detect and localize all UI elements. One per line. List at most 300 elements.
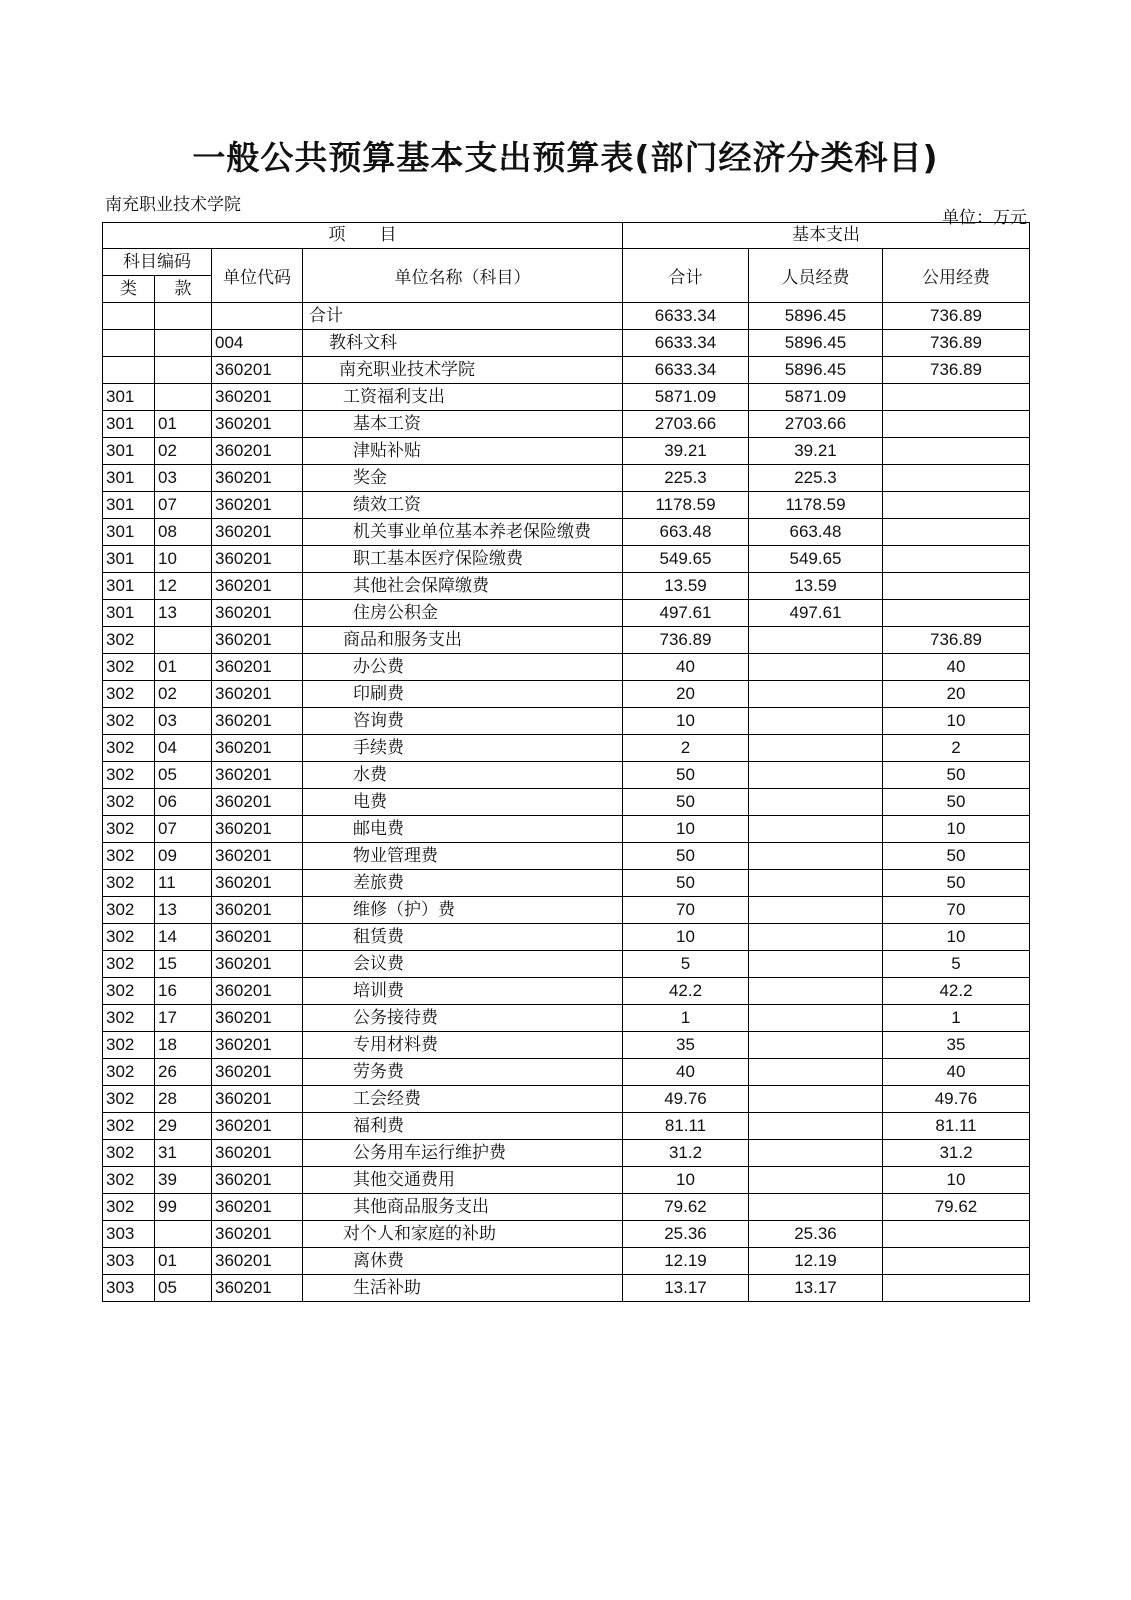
cell-unit-code: 360201 bbox=[212, 735, 303, 762]
cell-kuan: 08 bbox=[155, 519, 212, 546]
cell-unit-name: 合计 bbox=[303, 303, 623, 330]
cell-public: 736.89 bbox=[883, 627, 1030, 654]
cell-lei bbox=[103, 303, 155, 330]
cell-unit-code: 360201 bbox=[212, 1113, 303, 1140]
cell-kuan: 07 bbox=[155, 816, 212, 843]
cell-personnel bbox=[749, 924, 883, 951]
table-row bbox=[103, 951, 1030, 978]
cell-unit-code: 360201 bbox=[212, 843, 303, 870]
cell-public: 50 bbox=[883, 762, 1030, 789]
cell-lei: 302 bbox=[103, 1032, 155, 1059]
page-title: 一般公共预算基本支出预算表(部门经济分类科目) bbox=[192, 138, 939, 177]
cell-kuan: 29 bbox=[155, 1113, 212, 1140]
cell-personnel: 39.21 bbox=[749, 438, 883, 465]
cell-total: 2703.66 bbox=[623, 411, 749, 438]
cell-lei: 301 bbox=[103, 492, 155, 519]
cell-lei: 301 bbox=[103, 438, 155, 465]
table-row bbox=[103, 1059, 1030, 1086]
cell-unit-name: 住房公积金 bbox=[303, 600, 623, 627]
cell-public bbox=[883, 1275, 1030, 1302]
table-row bbox=[103, 816, 1030, 843]
table-row bbox=[103, 789, 1030, 816]
cell-personnel: 25.36 bbox=[749, 1221, 883, 1248]
cell-unit-name: 劳务费 bbox=[303, 1059, 623, 1086]
cell-personnel: 13.59 bbox=[749, 573, 883, 600]
table-row bbox=[103, 546, 1030, 573]
cell-public: 50 bbox=[883, 870, 1030, 897]
cell-total: 10 bbox=[623, 924, 749, 951]
cell-kuan: 01 bbox=[155, 411, 212, 438]
cell-total: 10 bbox=[623, 708, 749, 735]
table-body bbox=[103, 303, 1030, 1302]
cell-public bbox=[883, 1221, 1030, 1248]
cell-personnel: 2703.66 bbox=[749, 411, 883, 438]
cell-total: 5 bbox=[623, 951, 749, 978]
cell-unit-code: 360201 bbox=[212, 1005, 303, 1032]
cell-kuan: 14 bbox=[155, 924, 212, 951]
cell-kuan: 18 bbox=[155, 1032, 212, 1059]
table-row bbox=[103, 1032, 1030, 1059]
cell-unit-code: 360201 bbox=[212, 357, 303, 384]
cell-unit-code: 360201 bbox=[212, 519, 303, 546]
cell-public: 81.11 bbox=[883, 1113, 1030, 1140]
cell-kuan bbox=[155, 330, 212, 357]
cell-kuan: 07 bbox=[155, 492, 212, 519]
cell-lei: 302 bbox=[103, 708, 155, 735]
table-row bbox=[103, 384, 1030, 411]
cell-total: 13.59 bbox=[623, 573, 749, 600]
unit-label: 单位：万元 bbox=[942, 208, 1027, 228]
cell-lei: 302 bbox=[103, 627, 155, 654]
header-unit-name: 单位名称（科目） bbox=[303, 249, 623, 303]
cell-unit-code: 360201 bbox=[212, 654, 303, 681]
cell-lei: 302 bbox=[103, 897, 155, 924]
cell-unit-name: 教科文科 bbox=[303, 330, 623, 357]
cell-unit-code: 360201 bbox=[212, 1086, 303, 1113]
cell-kuan: 05 bbox=[155, 762, 212, 789]
table-row bbox=[103, 897, 1030, 924]
cell-kuan bbox=[155, 357, 212, 384]
cell-lei: 301 bbox=[103, 519, 155, 546]
cell-kuan: 13 bbox=[155, 897, 212, 924]
cell-unit-name: 物业管理费 bbox=[303, 843, 623, 870]
cell-unit-code: 360201 bbox=[212, 1167, 303, 1194]
cell-unit-name: 南充职业技术学院 bbox=[303, 357, 623, 384]
header-public: 公用经费 bbox=[883, 249, 1030, 303]
cell-unit-name: 咨询费 bbox=[303, 708, 623, 735]
cell-unit-code: 360201 bbox=[212, 1194, 303, 1221]
table-row bbox=[103, 708, 1030, 735]
cell-unit-name: 职工基本医疗保险缴费 bbox=[303, 546, 623, 573]
cell-kuan: 02 bbox=[155, 681, 212, 708]
cell-lei: 302 bbox=[103, 1167, 155, 1194]
cell-lei: 302 bbox=[103, 1086, 155, 1113]
cell-kuan bbox=[155, 303, 212, 330]
cell-unit-name: 福利费 bbox=[303, 1113, 623, 1140]
cell-public: 40 bbox=[883, 1059, 1030, 1086]
cell-total: 10 bbox=[623, 1167, 749, 1194]
header-kuan: 款 bbox=[155, 276, 212, 303]
cell-total: 31.2 bbox=[623, 1140, 749, 1167]
cell-personnel bbox=[749, 681, 883, 708]
cell-total: 40 bbox=[623, 1059, 749, 1086]
cell-public bbox=[883, 573, 1030, 600]
cell-personnel: 5896.45 bbox=[749, 357, 883, 384]
cell-personnel: 5896.45 bbox=[749, 330, 883, 357]
cell-kuan: 16 bbox=[155, 978, 212, 1005]
table-row bbox=[103, 1221, 1030, 1248]
cell-unit-code: 360201 bbox=[212, 600, 303, 627]
cell-unit-code: 360201 bbox=[212, 1221, 303, 1248]
cell-unit-name: 印刷费 bbox=[303, 681, 623, 708]
cell-public bbox=[883, 492, 1030, 519]
cell-public: 736.89 bbox=[883, 303, 1030, 330]
cell-lei: 302 bbox=[103, 924, 155, 951]
cell-unit-name: 绩效工资 bbox=[303, 492, 623, 519]
table-row bbox=[103, 1005, 1030, 1032]
table-row bbox=[103, 627, 1030, 654]
cell-total: 2 bbox=[623, 735, 749, 762]
cell-unit-name: 手续费 bbox=[303, 735, 623, 762]
cell-unit-code: 004 bbox=[212, 330, 303, 357]
cell-public bbox=[883, 411, 1030, 438]
cell-unit-code: 360201 bbox=[212, 762, 303, 789]
header-subject-code: 科目编码 bbox=[103, 249, 212, 276]
cell-personnel: 497.61 bbox=[749, 600, 883, 627]
cell-personnel bbox=[749, 1194, 883, 1221]
cell-kuan bbox=[155, 627, 212, 654]
cell-public: 10 bbox=[883, 708, 1030, 735]
table-row bbox=[103, 1167, 1030, 1194]
cell-kuan: 13 bbox=[155, 600, 212, 627]
cell-total: 6633.34 bbox=[623, 357, 749, 384]
cell-total: 20 bbox=[623, 681, 749, 708]
table-row bbox=[103, 1194, 1030, 1221]
cell-unit-name: 基本工资 bbox=[303, 411, 623, 438]
cell-personnel: 663.48 bbox=[749, 519, 883, 546]
table-row bbox=[103, 978, 1030, 1005]
cell-personnel: 13.17 bbox=[749, 1275, 883, 1302]
cell-unit-name: 其他社会保障缴费 bbox=[303, 573, 623, 600]
table-row bbox=[103, 330, 1030, 357]
organization-name: 南充职业技术学院 bbox=[105, 195, 241, 215]
table-row bbox=[103, 843, 1030, 870]
cell-unit-code: 360201 bbox=[212, 816, 303, 843]
cell-unit-code: 360201 bbox=[212, 573, 303, 600]
cell-lei: 302 bbox=[103, 951, 155, 978]
cell-lei: 302 bbox=[103, 735, 155, 762]
cell-kuan: 02 bbox=[155, 438, 212, 465]
table-row bbox=[103, 573, 1030, 600]
cell-personnel bbox=[749, 762, 883, 789]
budget-table bbox=[102, 222, 1030, 1302]
cell-kuan: 28 bbox=[155, 1086, 212, 1113]
cell-kuan: 05 bbox=[155, 1275, 212, 1302]
cell-unit-code: 360201 bbox=[212, 1032, 303, 1059]
cell-kuan: 09 bbox=[155, 843, 212, 870]
cell-lei: 301 bbox=[103, 573, 155, 600]
table-row bbox=[103, 870, 1030, 897]
cell-personnel bbox=[749, 789, 883, 816]
header-total: 合计 bbox=[623, 249, 749, 303]
cell-unit-code: 360201 bbox=[212, 870, 303, 897]
cell-unit-code: 360201 bbox=[212, 438, 303, 465]
cell-personnel: 1178.59 bbox=[749, 492, 883, 519]
cell-total: 50 bbox=[623, 762, 749, 789]
cell-lei: 301 bbox=[103, 465, 155, 492]
cell-kuan: 03 bbox=[155, 465, 212, 492]
cell-total: 6633.34 bbox=[623, 330, 749, 357]
cell-unit-code: 360201 bbox=[212, 1248, 303, 1275]
cell-personnel bbox=[749, 951, 883, 978]
cell-personnel bbox=[749, 654, 883, 681]
cell-personnel bbox=[749, 1140, 883, 1167]
cell-unit-name: 培训费 bbox=[303, 978, 623, 1005]
cell-public: 42.2 bbox=[883, 978, 1030, 1005]
cell-unit-name: 其他商品服务支出 bbox=[303, 1194, 623, 1221]
table-row bbox=[103, 1275, 1030, 1302]
cell-personnel bbox=[749, 627, 883, 654]
cell-total: 12.19 bbox=[623, 1248, 749, 1275]
cell-unit-code: 360201 bbox=[212, 1275, 303, 1302]
cell-lei: 302 bbox=[103, 843, 155, 870]
cell-lei: 302 bbox=[103, 654, 155, 681]
cell-total: 42.2 bbox=[623, 978, 749, 1005]
cell-kuan: 31 bbox=[155, 1140, 212, 1167]
cell-personnel bbox=[749, 897, 883, 924]
cell-total: 736.89 bbox=[623, 627, 749, 654]
table-row bbox=[103, 654, 1030, 681]
header-lei: 类 bbox=[103, 276, 155, 303]
cell-personnel: 225.3 bbox=[749, 465, 883, 492]
table-row bbox=[103, 438, 1030, 465]
cell-unit-name: 商品和服务支出 bbox=[303, 627, 623, 654]
cell-public: 50 bbox=[883, 789, 1030, 816]
cell-public: 79.62 bbox=[883, 1194, 1030, 1221]
cell-kuan: 26 bbox=[155, 1059, 212, 1086]
table-row bbox=[103, 735, 1030, 762]
cell-total: 5871.09 bbox=[623, 384, 749, 411]
cell-total: 10 bbox=[623, 816, 749, 843]
cell-public: 49.76 bbox=[883, 1086, 1030, 1113]
cell-kuan: 15 bbox=[155, 951, 212, 978]
cell-lei: 302 bbox=[103, 762, 155, 789]
table-row bbox=[103, 1086, 1030, 1113]
cell-personnel: 5896.45 bbox=[749, 303, 883, 330]
cell-public: 40 bbox=[883, 654, 1030, 681]
cell-kuan: 01 bbox=[155, 1248, 212, 1275]
cell-kuan: 17 bbox=[155, 1005, 212, 1032]
cell-total: 13.17 bbox=[623, 1275, 749, 1302]
cell-public bbox=[883, 384, 1030, 411]
cell-unit-name: 离休费 bbox=[303, 1248, 623, 1275]
cell-unit-code: 360201 bbox=[212, 708, 303, 735]
cell-personnel bbox=[749, 708, 883, 735]
cell-unit-name: 租赁费 bbox=[303, 924, 623, 951]
cell-lei: 302 bbox=[103, 1140, 155, 1167]
cell-unit-name: 津贴补贴 bbox=[303, 438, 623, 465]
cell-lei: 302 bbox=[103, 1113, 155, 1140]
cell-total: 49.76 bbox=[623, 1086, 749, 1113]
cell-total: 50 bbox=[623, 870, 749, 897]
cell-unit-code: 360201 bbox=[212, 924, 303, 951]
cell-personnel: 12.19 bbox=[749, 1248, 883, 1275]
table-row bbox=[103, 303, 1030, 330]
cell-lei bbox=[103, 330, 155, 357]
cell-total: 25.36 bbox=[623, 1221, 749, 1248]
cell-kuan: 04 bbox=[155, 735, 212, 762]
cell-lei: 301 bbox=[103, 411, 155, 438]
cell-kuan bbox=[155, 384, 212, 411]
cell-unit-name: 水费 bbox=[303, 762, 623, 789]
cell-unit-code: 360201 bbox=[212, 681, 303, 708]
cell-unit-name: 奖金 bbox=[303, 465, 623, 492]
cell-total: 497.61 bbox=[623, 600, 749, 627]
cell-unit-name: 维修（护）费 bbox=[303, 897, 623, 924]
cell-total: 40 bbox=[623, 654, 749, 681]
cell-public bbox=[883, 600, 1030, 627]
cell-unit-code: 360201 bbox=[212, 1059, 303, 1086]
cell-unit-name: 其他交通费用 bbox=[303, 1167, 623, 1194]
cell-lei: 302 bbox=[103, 1059, 155, 1086]
cell-unit-code: 360201 bbox=[212, 384, 303, 411]
cell-kuan: 12 bbox=[155, 573, 212, 600]
table-row bbox=[103, 519, 1030, 546]
header-basic-expenditure: 基本支出 bbox=[623, 223, 1030, 249]
cell-unit-name: 对个人和家庭的补助 bbox=[303, 1221, 623, 1248]
cell-lei: 301 bbox=[103, 600, 155, 627]
header-personnel: 人员经费 bbox=[749, 249, 883, 303]
cell-public: 31.2 bbox=[883, 1140, 1030, 1167]
cell-kuan: 10 bbox=[155, 546, 212, 573]
cell-public: 736.89 bbox=[883, 330, 1030, 357]
cell-unit-name: 公务接待费 bbox=[303, 1005, 623, 1032]
cell-personnel: 549.65 bbox=[749, 546, 883, 573]
cell-public: 10 bbox=[883, 924, 1030, 951]
cell-personnel bbox=[749, 1086, 883, 1113]
cell-personnel bbox=[749, 1032, 883, 1059]
cell-public bbox=[883, 1248, 1030, 1275]
table-row bbox=[103, 924, 1030, 951]
cell-unit-code: 360201 bbox=[212, 411, 303, 438]
cell-lei: 302 bbox=[103, 1194, 155, 1221]
cell-personnel bbox=[749, 1059, 883, 1086]
cell-public bbox=[883, 465, 1030, 492]
cell-lei: 301 bbox=[103, 384, 155, 411]
cell-unit-code: 360201 bbox=[212, 978, 303, 1005]
table-row bbox=[103, 1248, 1030, 1275]
header-item: 项 目 bbox=[103, 223, 623, 249]
cell-public: 10 bbox=[883, 1167, 1030, 1194]
table-row bbox=[103, 681, 1030, 708]
cell-total: 70 bbox=[623, 897, 749, 924]
cell-unit-code: 360201 bbox=[212, 627, 303, 654]
table-header bbox=[103, 223, 1030, 303]
table-row bbox=[103, 1140, 1030, 1167]
cell-public: 35 bbox=[883, 1032, 1030, 1059]
cell-unit-name: 机关事业单位基本养老保险缴费 bbox=[303, 519, 623, 546]
cell-personnel bbox=[749, 816, 883, 843]
cell-kuan: 03 bbox=[155, 708, 212, 735]
cell-unit-name: 工资福利支出 bbox=[303, 384, 623, 411]
cell-total: 549.65 bbox=[623, 546, 749, 573]
cell-unit-code: 360201 bbox=[212, 897, 303, 924]
cell-unit-code: 360201 bbox=[212, 789, 303, 816]
cell-unit-name: 办公费 bbox=[303, 654, 623, 681]
cell-total: 1178.59 bbox=[623, 492, 749, 519]
cell-unit-name: 会议费 bbox=[303, 951, 623, 978]
cell-personnel: 5871.09 bbox=[749, 384, 883, 411]
cell-lei bbox=[103, 357, 155, 384]
cell-lei: 301 bbox=[103, 546, 155, 573]
cell-total: 79.62 bbox=[623, 1194, 749, 1221]
cell-unit-code: 360201 bbox=[212, 465, 303, 492]
table-row bbox=[103, 357, 1030, 384]
cell-total: 81.11 bbox=[623, 1113, 749, 1140]
cell-public: 20 bbox=[883, 681, 1030, 708]
table-row bbox=[103, 600, 1030, 627]
cell-unit-name: 专用材料费 bbox=[303, 1032, 623, 1059]
cell-personnel bbox=[749, 1005, 883, 1032]
cell-public: 1 bbox=[883, 1005, 1030, 1032]
cell-personnel bbox=[749, 735, 883, 762]
cell-total: 663.48 bbox=[623, 519, 749, 546]
cell-public bbox=[883, 438, 1030, 465]
cell-personnel bbox=[749, 978, 883, 1005]
cell-total: 225.3 bbox=[623, 465, 749, 492]
cell-lei: 303 bbox=[103, 1248, 155, 1275]
cell-kuan: 99 bbox=[155, 1194, 212, 1221]
cell-unit-code: 360201 bbox=[212, 1140, 303, 1167]
table-row bbox=[103, 465, 1030, 492]
cell-unit-code: 360201 bbox=[212, 546, 303, 573]
cell-personnel bbox=[749, 1113, 883, 1140]
cell-unit-name: 公务用车运行维护费 bbox=[303, 1140, 623, 1167]
cell-public: 50 bbox=[883, 843, 1030, 870]
cell-lei: 303 bbox=[103, 1275, 155, 1302]
cell-total: 50 bbox=[623, 843, 749, 870]
table-row bbox=[103, 411, 1030, 438]
cell-unit-name: 邮电费 bbox=[303, 816, 623, 843]
cell-lei: 302 bbox=[103, 870, 155, 897]
cell-total: 39.21 bbox=[623, 438, 749, 465]
cell-kuan: 01 bbox=[155, 654, 212, 681]
cell-public bbox=[883, 519, 1030, 546]
cell-unit-name: 生活补助 bbox=[303, 1275, 623, 1302]
cell-kuan: 11 bbox=[155, 870, 212, 897]
cell-lei: 302 bbox=[103, 1005, 155, 1032]
cell-personnel bbox=[749, 1167, 883, 1194]
cell-public: 70 bbox=[883, 897, 1030, 924]
cell-lei: 302 bbox=[103, 978, 155, 1005]
cell-kuan: 39 bbox=[155, 1167, 212, 1194]
cell-total: 50 bbox=[623, 789, 749, 816]
cell-public: 736.89 bbox=[883, 357, 1030, 384]
cell-public: 5 bbox=[883, 951, 1030, 978]
cell-personnel bbox=[749, 843, 883, 870]
cell-public: 10 bbox=[883, 816, 1030, 843]
cell-unit-name: 电费 bbox=[303, 789, 623, 816]
table-row bbox=[103, 492, 1030, 519]
cell-total: 6633.34 bbox=[623, 303, 749, 330]
cell-kuan: 06 bbox=[155, 789, 212, 816]
cell-public: 2 bbox=[883, 735, 1030, 762]
cell-unit-code bbox=[212, 303, 303, 330]
cell-personnel bbox=[749, 870, 883, 897]
cell-lei: 302 bbox=[103, 816, 155, 843]
cell-total: 1 bbox=[623, 1005, 749, 1032]
cell-public bbox=[883, 546, 1030, 573]
